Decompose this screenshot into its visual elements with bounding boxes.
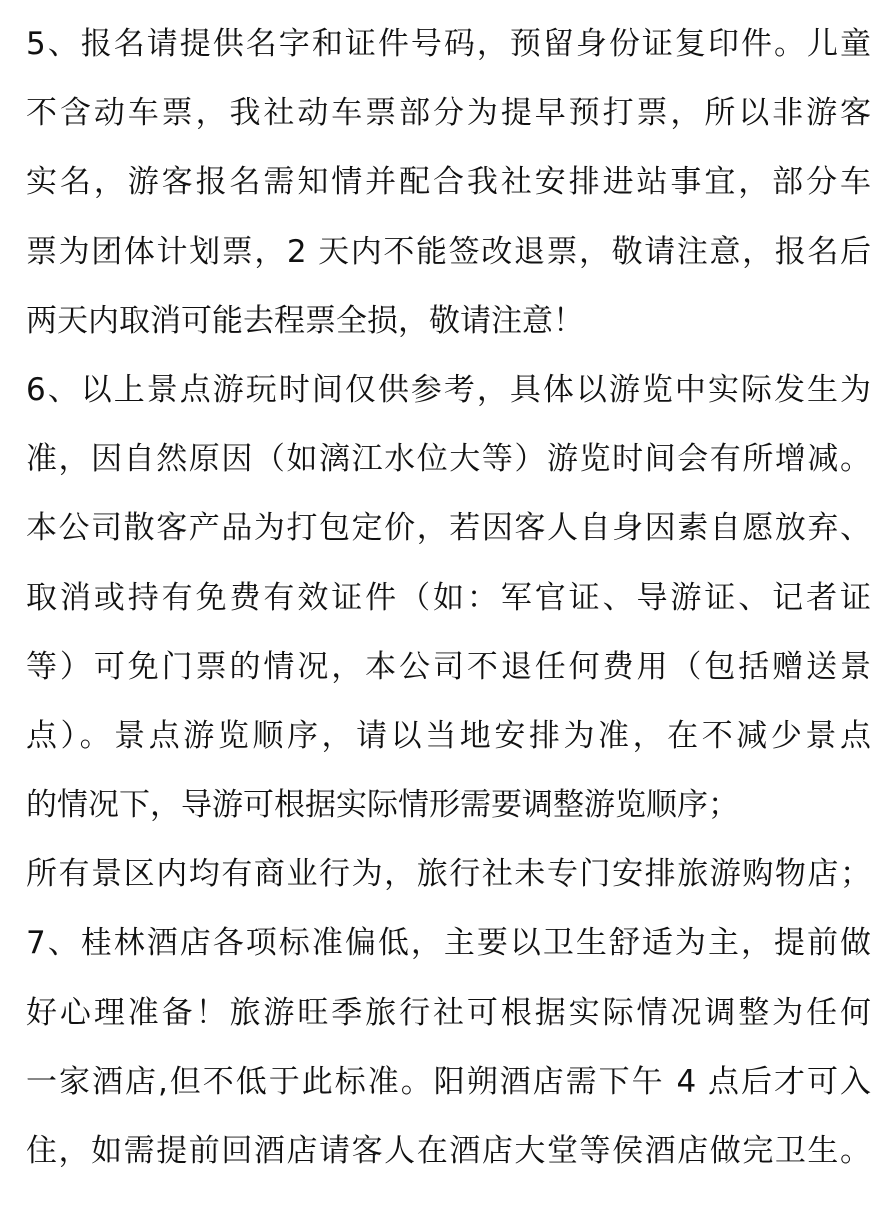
text-line: 5、报名请提供名字和证件号码，预留身份证复印件。儿童 [26, 26, 871, 62]
text-line: 所有景区内均有商业行为，旅行社未专门安排旅游购物店； [26, 856, 871, 893]
text-line: 实名，游客报名需知情并配合我社安排进站事宜，部分车 [26, 164, 871, 201]
text-line: 准，因自然原因（如漓江水位大等）游览时间会有所增减。 [26, 441, 871, 478]
text-line: 取消或持有免费有效证件（如：军官证、导游证、记者证 [26, 579, 871, 616]
text-line: 7、桂林酒店各项标准偏低，主要以卫生舒适为主，提前做 [26, 925, 871, 962]
notice-document [26, 10, 871, 1186]
text-line: 点）。景点游览顺序，请以当地安排为准，在不减少景点 [26, 717, 871, 754]
text-line: 住，如需提前回酒店请客人在酒店大堂等侯酒店做完卫生。 [26, 1133, 871, 1169]
text-line: 票为团体计划票，2 天内不能签改退票，敬请注意，报名后 [26, 233, 871, 270]
text-line: 等）可免门票的情况，本公司不退任何费用（包括赠送景 [26, 648, 871, 685]
text-line: 好心理准备！旅游旺季旅行社可根据实际情况调整为任何 [26, 994, 871, 1031]
text-line: 的情况下，导游可根据实际情形需要调整游览顺序； [26, 787, 739, 824]
text-line: 一家酒店,但不低于此标准。阳朔酒店需下午 4 点后才可入 [26, 1063, 871, 1100]
text-line: 6、以上景点游玩时间仅供参考，具体以游览中实际发生为 [26, 371, 871, 408]
text-line: 两天内取消可能去程票全损，敬请注意！ [26, 302, 584, 339]
text-line: 不含动车票，我社动车票部分为提早预打票，所以非游客 [26, 95, 871, 132]
text-line: 本公司散客产品为打包定价，若因客人自身因素自愿放弃、 [26, 510, 871, 547]
